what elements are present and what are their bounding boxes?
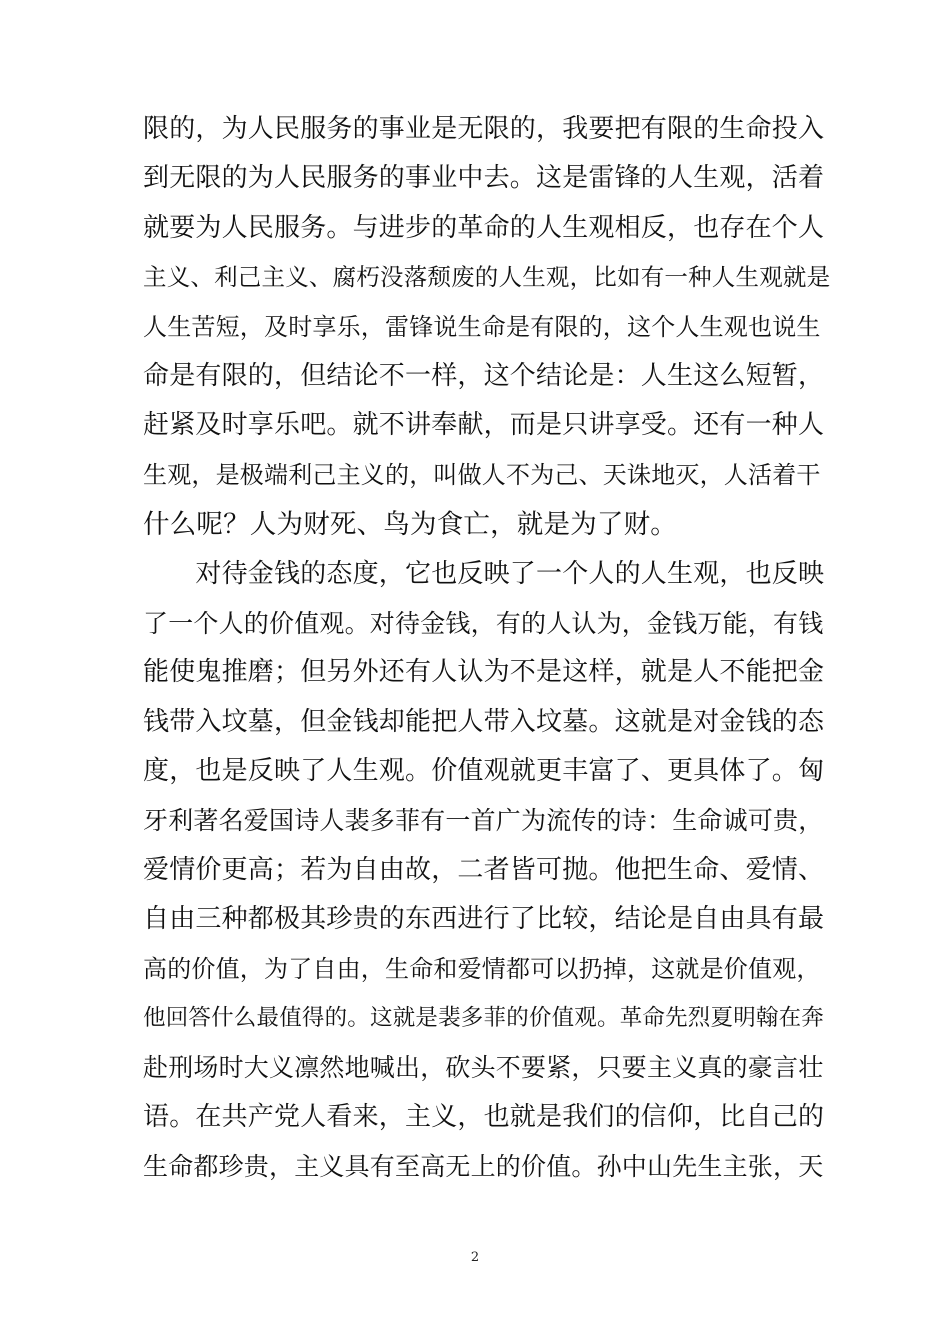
text-line: 就要为人民服务。与进步的革命的人生观相反，也存在个人	[143, 212, 825, 243]
text-line: 生命都珍贵，主义具有至高无上的价值。孙中山先生主张，天	[143, 1152, 824, 1182]
text-line: 高的价值，为了自由，生命和爱情都可以扔掉，这就是价值观，	[143, 954, 821, 983]
text-line: 限的，为人民服务的事业是无限的，我要把有限的生命投入	[143, 114, 825, 144]
text-line: 他回答什么最值得的。这就是裴多菲的价值观。革命先烈夏明翰在奔	[143, 1005, 825, 1032]
text-line: 生观，是极端利己主义的，叫做人不为己、天诛地灭，人活着干	[143, 460, 821, 489]
text-line: 度，也是反映了人生观。价值观就更丰富了、更具体了。匈	[143, 756, 825, 787]
body-text	[143, 105, 833, 1192]
text-line: 人生苦短，及时享乐，雷锋说生命是有限的，这个人生观也说生	[143, 312, 821, 341]
text-line: 爱情价更高；若为自由故，二者皆可抛。他把生命、爱情、	[143, 854, 825, 885]
text-line: 赴刑场时大义凛然地喊出，砍头不要紧，只要主义真的豪言壮	[143, 1053, 824, 1083]
text-line: 语。在共产党人看来，主义，也就是我们的信仰，比自己的	[143, 1101, 825, 1132]
text-line: 赶紧及时享乐吧。就不讲奉献，而是只讲享受。还有一种人	[143, 410, 825, 441]
text-line: 能使鬼推磨；但另外还有人认为不是这样，就是人不能把金	[143, 657, 825, 688]
text-line: 了一个人的价值观。对待金钱，有的人认为，金钱万能，有钱	[143, 608, 824, 638]
text-line: 对待金钱的态度，它也反映了一个人的人生观，也反映	[143, 558, 825, 589]
page-number: 2	[470, 1250, 480, 1265]
text-line: 主义、利己主义、腐朽没落颓废的人生观，比如有一种人生观就是	[143, 263, 831, 292]
text-line: 钱带入坟墓，但金钱却能把人带入坟墓。这就是对金钱的态	[143, 706, 825, 737]
text-line: 到无限的为人民服务的事业中去。这是雷锋的人生观，活着	[143, 163, 825, 194]
text-line: 牙利著名爱国诗人裴多菲有一首广为流传的诗：生命诚可贵，	[143, 806, 824, 836]
text-line: 自由三种都极其珍贵的东西进行了比较，结论是自由具有最	[143, 904, 825, 935]
text-line: 什么呢？人为财死、鸟为食亡，就是为了财。	[143, 509, 677, 541]
text-line: 命是有限的，但结论不一样，这个结论是：人生这么短暂，	[143, 360, 825, 391]
